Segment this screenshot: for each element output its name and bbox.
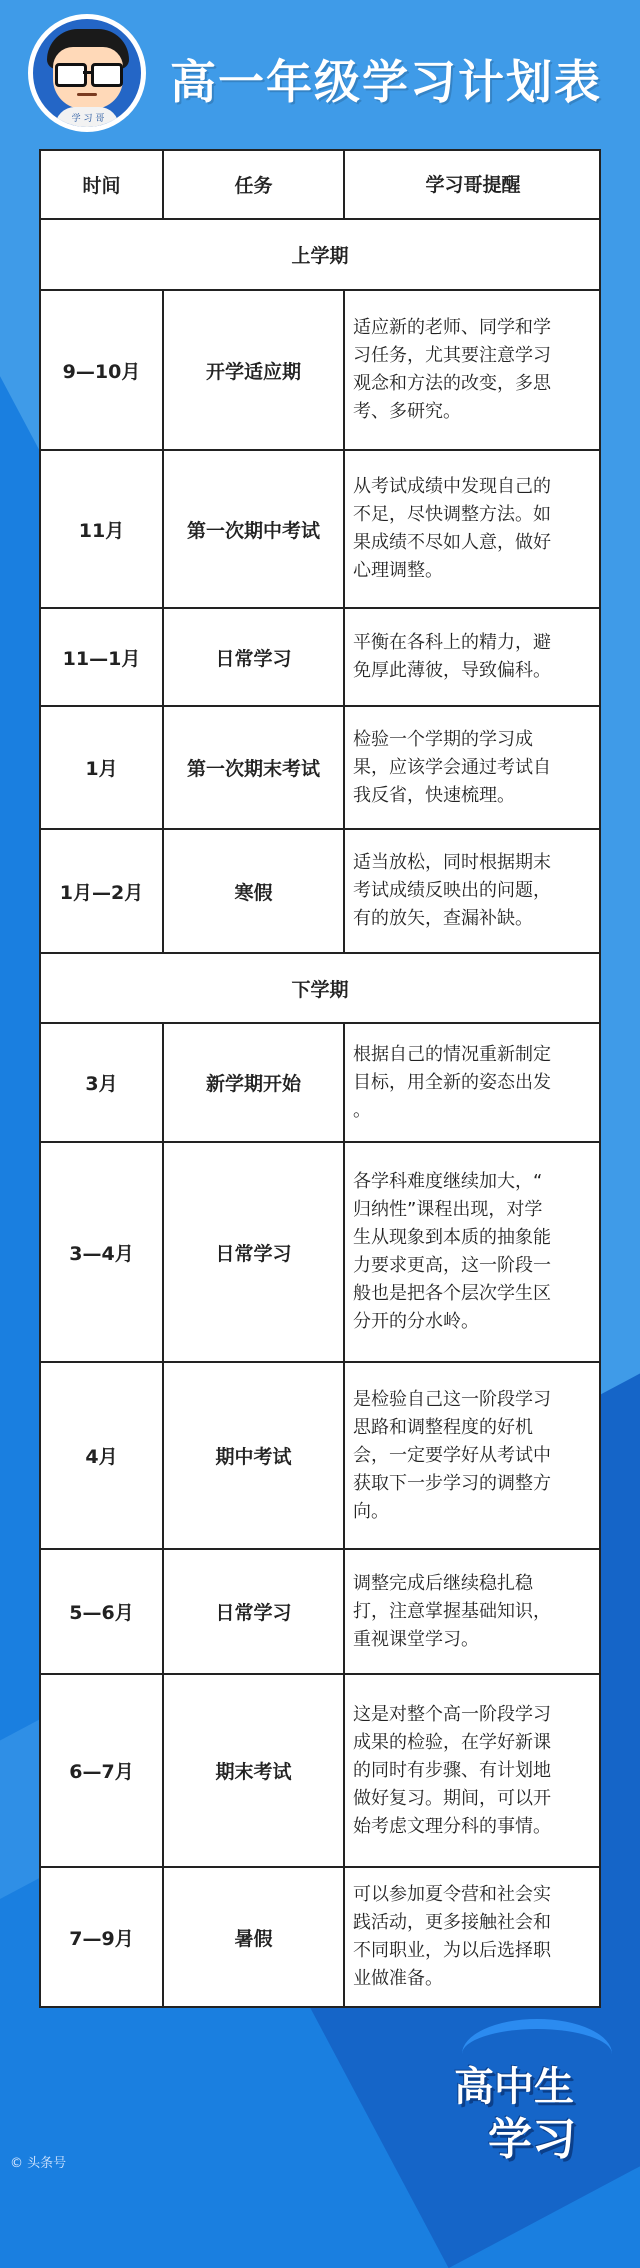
tip-line: 不足，尽快调整方法。如 — [353, 504, 551, 525]
row-task: 日常学习 — [164, 1550, 345, 1673]
row-tip — [345, 1550, 599, 1673]
tip-line: 调整完成后继续稳扎稳 — [353, 1572, 533, 1594]
tip-line: 适应新的老师、同学和学 — [353, 317, 551, 338]
page-title: 高一年级学习计划表 — [170, 55, 602, 109]
tip-line: 考、多研究。 — [353, 401, 461, 422]
row-time: 11月 — [41, 451, 164, 607]
row-task: 日常学习 — [164, 609, 345, 705]
header-time: 时间 — [41, 151, 164, 218]
row-tip — [345, 291, 599, 449]
row-tip — [345, 1675, 599, 1866]
tip-line: 果，应该学会通过考试自 — [353, 756, 551, 778]
table-row — [41, 1143, 599, 1363]
tip-line: 心理调整。 — [353, 560, 443, 581]
row-tip — [345, 451, 599, 607]
tip-line: 适当放松，同时根据期末 — [353, 852, 551, 873]
tip-line: 重视课堂学习。 — [353, 1628, 479, 1650]
row-task: 期末考试 — [164, 1675, 345, 1866]
tip-line: 力要求更高，这一阶段一 — [353, 1255, 551, 1276]
tip-line: 平衡在各科上的精力，避 — [353, 632, 551, 653]
row-task: 第一次期末考试 — [164, 707, 345, 828]
row-time: 6—7月 — [41, 1675, 164, 1866]
tip-line: 考试成绩反映出的问题， — [353, 880, 551, 901]
row-task: 暑假 — [164, 1868, 345, 2006]
row-task: 日常学习 — [164, 1143, 345, 1361]
row-time: 1月 — [41, 707, 164, 828]
row-tip — [345, 609, 599, 705]
row-task: 寒假 — [164, 830, 345, 952]
row-time: 1月—2月 — [41, 830, 164, 952]
avatar-badge: 学 习 哥 — [71, 114, 105, 124]
brand-logo — [448, 2015, 618, 2165]
logo-line-2: 学习 — [488, 2114, 576, 2165]
tip-line: 免厚此薄彼，导致偏科。 — [353, 660, 551, 681]
tip-line: 各学科难度继续加大，“ — [353, 1171, 543, 1192]
row-time: 3月 — [41, 1024, 164, 1141]
row-task: 第一次期中考试 — [164, 451, 345, 607]
avatar-glasses-right — [91, 63, 123, 87]
avatar-glasses-bridge — [83, 71, 93, 74]
tip-line: 生从现象到本质的抽象能 — [353, 1227, 551, 1248]
tip-line: 从考试成绩中发现自己的 — [353, 476, 551, 497]
table-row — [41, 1675, 599, 1868]
table-row — [41, 707, 599, 830]
table-row — [41, 1550, 599, 1675]
table-row — [41, 609, 599, 707]
row-tip — [345, 830, 599, 952]
avatar-mouth — [77, 93, 97, 96]
tip-line: 我反省，快速梳理。 — [353, 784, 515, 806]
table-header-row — [41, 151, 599, 220]
avatar-glasses-left — [55, 63, 87, 87]
section-row — [41, 954, 599, 1024]
row-time: 4月 — [41, 1363, 164, 1548]
tip-line: 观念和方法的改变，多思 — [353, 373, 551, 394]
header — [0, 0, 640, 150]
tip-line: 般也是把各个层次学生区 — [353, 1283, 551, 1304]
tip-line: 会，一定要学好从考试中 — [353, 1444, 551, 1466]
tip-line: 。 — [353, 1099, 371, 1121]
tip-line: 成果的检验，在学好新课 — [353, 1731, 551, 1753]
tip-line: 根据自己的情况重新制定 — [353, 1043, 551, 1065]
row-tip — [345, 1024, 599, 1141]
row-tip — [345, 1363, 599, 1548]
logo-line-1: 高中生 — [454, 2064, 574, 2110]
tip-line: 分开的分水岭。 — [353, 1311, 479, 1332]
avatar — [28, 14, 146, 132]
row-tip — [345, 1868, 599, 2006]
table-row — [41, 451, 599, 609]
tip-line: 检验一个学期的学习成 — [353, 728, 533, 750]
row-time: 11—1月 — [41, 609, 164, 705]
section-title: 下学期 — [291, 978, 349, 1001]
row-time: 7—9月 — [41, 1868, 164, 2006]
table-row — [41, 291, 599, 451]
row-time: 3—4月 — [41, 1143, 164, 1361]
tip-line: 习任务，尤其要注意学习 — [353, 345, 551, 366]
header-task: 任务 — [164, 151, 345, 218]
tip-line: 果成绩不尽如人意，做好 — [353, 532, 551, 553]
tip-line: 打，注意掌握基础知识， — [353, 1600, 551, 1622]
tip-line: 的同时有步骤、有计划地 — [353, 1759, 551, 1781]
tip-line: 向。 — [353, 1500, 389, 1522]
tip-line: 目标，用全新的姿态出发 — [353, 1071, 551, 1093]
table-row — [41, 1868, 599, 2006]
watermark: © 头条号 — [10, 2156, 67, 2171]
table-row — [41, 1024, 599, 1143]
table-row — [41, 1363, 599, 1550]
tip-line: 可以参加夏令营和社会实 — [353, 1884, 551, 1905]
section-row — [41, 220, 599, 291]
tip-line: 始考虑文理分科的事情。 — [353, 1815, 551, 1837]
tip-line: 有的放矢，查漏补缺。 — [353, 908, 533, 929]
row-time: 9—10月 — [41, 291, 164, 449]
tip-line: 业做准备。 — [353, 1968, 443, 1989]
section-title: 上学期 — [291, 245, 349, 267]
row-time: 5—6月 — [41, 1550, 164, 1673]
tip-line: 是检验自己这一阶段学习 — [353, 1388, 551, 1410]
row-tip — [345, 707, 599, 828]
plan-table — [39, 149, 601, 2008]
row-task: 期中考试 — [164, 1363, 345, 1548]
header-tip: 学习哥提醒 — [425, 173, 521, 196]
tip-line: 这是对整个高一阶段学习 — [353, 1703, 551, 1725]
tip-line: 获取下一步学习的调整方 — [353, 1472, 551, 1494]
table-row — [41, 830, 599, 954]
tip-line: 思路和调整程度的好机 — [353, 1416, 533, 1438]
tip-line: 践活动，更多接触社会和 — [353, 1912, 551, 1933]
tip-line: 做好复习。期间，可以开 — [353, 1787, 551, 1809]
row-tip — [345, 1143, 599, 1361]
tip-line: 归纳性”课程出现，对学 — [353, 1199, 543, 1220]
row-task: 新学期开始 — [164, 1024, 345, 1141]
tip-line: 不同职业，为以后选择职 — [353, 1940, 551, 1961]
row-task: 开学适应期 — [164, 291, 345, 449]
